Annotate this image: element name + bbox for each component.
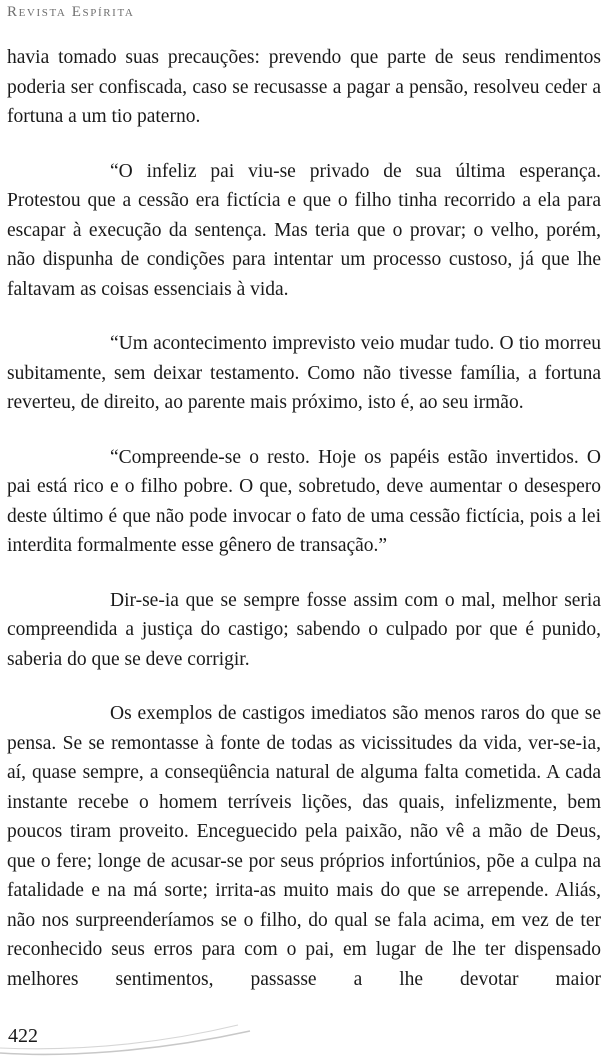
page-number: 422 [8, 1025, 38, 1047]
paragraph-1: havia tomado suas precauções: prevendo que parte de seus rendimentos poderia ser confiscada, caso se recusasse a pagar a pensão, resolveu ceder a fortuna a um tio paterno. [7, 47, 601, 127]
decorative-swoosh [0, 1017, 260, 1057]
running-head: Revista Espírita [7, 4, 135, 20]
paragraph-4: “Compreende-se o resto. Hoje os papéis estão invertidos. O pai está rico e o filho pobre. O que, sobretudo, deve aumentar o desespero deste último é que não pode invocar o fato de uma cessão fictícia, pois a lei interdita formalmente esse gênero de transação.” [7, 446, 601, 556]
paragraph-2: “O infeliz pai viu-se privado de sua última esperança. Protestou que a cessão era fictícia e que o filho tinha recorrido a ela para escapar à execução da sentença. Mas teria que o provar; o velho, porém, não dispunha de condições para intentar um processo custoso, já que lhe faltavam as coisas essenciais à vida. [7, 160, 601, 300]
page-footer [0, 1017, 607, 1057]
page-body [7, 43, 601, 994]
paragraph-6: Os exemplos de castigos imediatos são menos raros do que se pensa. Se se remontasse à fonte de todas as vicissitudes da vida, ver-se-ia, aí, quase sempre, a conseqüência natural de alguma falta cometida. A cada instante recebe o homem terríveis lições, das quais, infelizmente, bem poucos tiram proveito. Enceguecido pela paixão, não vê a mão de Deus, que o fere; longe de acusar-se por seus próprios infortúnios, põe a culpa na fatalidade e na má sorte; irrita-as muito mais do que se arrepende. Aliás, não nos surpreenderíamos se o filho, do qual se fala acima, em vez de ter reconhecido seus erros para com o pai, em lugar de lhe ter dispensado melhores sentimentos, passasse a lhe devotar maior [7, 703, 601, 990]
paragraph-5: Dir-se-ia que se sempre fosse assim com o mal, melhor seria compreendida a justiça do castigo; sabendo o culpado por que é punido, saberia do que se deve corrigir. [7, 589, 601, 670]
paragraph-3: “Um acontecimento imprevisto veio mudar tudo. O tio morreu subitamente, sem deixar testamento. Como não tivesse família, a fortuna reverteu, de direito, ao parente mais próximo, isto é, ao seu irmão. [7, 333, 601, 413]
